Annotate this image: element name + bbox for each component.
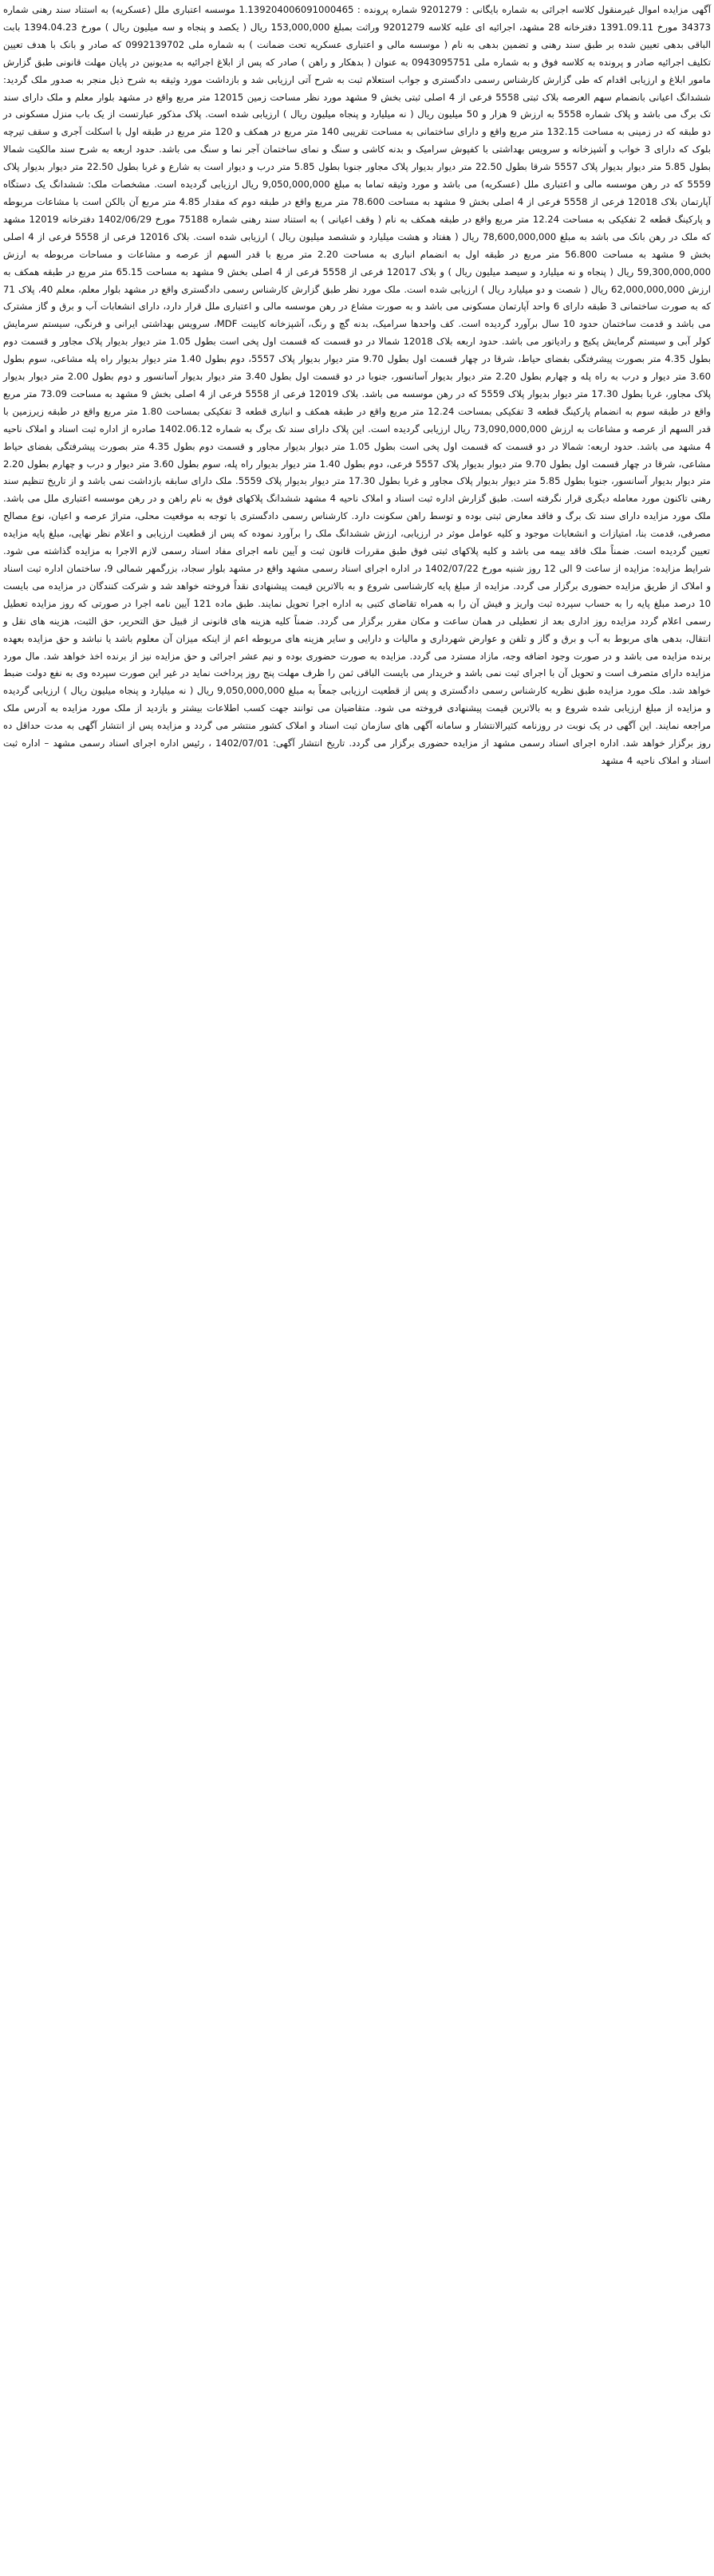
notice-paragraph: مشخصات ملک: ششدانگ یک دستگاه آپارتمان بلاک 12018 فرعی از 5558 فرعی از 4 اصلی بخش 9 مشهد به مساحت 78.600 متر مربع واقع در طبقه دوم که مقدار 4.85 متر مربع آن بالکن است با مشاعات مربوطه و پارکینگ قطعه 2 تفکیکی به مساحت 12.24 متر مربع واقع در طبقه همکف به نام ( وقف اعیانی ) به استناد سند رهنی شماره 75188 مورخ 1402/06/29 دفترخانه 12019 مشهد که ملک در رهن بانک می باشد به مبلغ 78,600,000,000 ریال ( هفتاد و هشت میلیارد و ششصد میلیون ریال ) ارزیابی شده است. بلاک 12016 فرعی از 5558 فرعی از 4 اصلی بخش 9 مشهد به مساحت 56.800 متر مربع در طبقه اول به انضمام انباری به مساحت 2.20 متر مربع با قدر السهم از عرصه و مشاعات و مساحات مربوطه به ارزش 59,300,000,000 ریال ( پنجاه و نه میلیارد و سیصد میلیون ریال ) و بلاک 12017 فرعی از 5558 فرعی از 4 اصلی بخش 9 مشهد به مساحت 65.15 متر مربع در طبقه همکف به ارزش 62,000,000,000 ریال ( شصت و دو میلیارد ریال ) ارزیابی شده است. (3, 179, 712, 295)
notice-paragraph: پلاک مذکور عبارتست از یک باب منزل مسکونی در دو طبقه که در زمینی به مساحت 132.15 متر مربع واقع و دارای ساختمانی به مساحت تقریبی 140 متر مربع در همکف و 120 متر مربع در طبقه اول با اسکلت آجری و سقف تیرچه بلوک که دارای 3 خواب و آشپزخانه و سرویس بهداشتی با کفپوش سرامیک و بدنه کاشی و سنگ و نمای ساختمان آجر نما و سنگ می باشد. حدود اربعه به شرح سند مالکیت شمالا بطول 5.85 متر دیوار بدیوار پلاک 5557 شرقا بطول 22.50 متر دیوار بدیوار پلاک مجاور جنوبا بطول 5.85 متر درب و دیوار است به شارع و غربا بطول 22.50 متر دیوار بدیوار پلاک 5559 که در رهن موسسه مالی و اعتباری ملل (عسکریه) می باشد و مورد وثیقه تماما به مبلغ 9,050,000,000 ریال ارزیابی گردیده است. (3, 108, 711, 191)
notice-body-text (3, 2, 711, 770)
notice-title: آگهی مزایده اموال غیرمنقول کلاسه اجرائی به شماره بایگانی : 9201279 (416, 4, 712, 15)
notice-footer: تاریخ انتشار آگهی: 1402/07/01 ، رئیس اداره اجرای اسناد رسمی مشهد – اداره ثبت اسناد و املاک ناحیه 4 مشهد (3, 737, 711, 766)
notice-paragraph: بلاک 12019 فرعی از 5558 فرعی از 4 اصلی بخش 9 مشهد به مساحت 73.09 متر مربع واقع در طبقه سوم به انضمام پارکینگ قطعه 3 تفکیکی بمساحت 12.24 متر مربع واقع در طبقه همکف و انباری قطعه 3 تفکیکی بمساحت 1.80 متر مربع واقع در طبقه زیرزمین با قدر السهم از عرصه و مشاعات به ارزش 73,090,000,000 ریال ارزیابی گردیده است. این پلاک دارای سند تک برگ به شماره 1402.06.12 صادره از اداره ثبت اسناد و املاک ناحیه 4 مشهد می باشد. حدود اربعه: شمالا در دو قسمت که قسمت اول پخی است بطول 1.05 متر دیوار بدیوار مجاور و قسمت دوم بطول 4.35 متر بصورت پیشرفتگی بفضای حیاط مشاعی، شرقا در چهار قسمت اول بطول 9.70 متر دیوار بدیوار پلاک 5557 فرعی، دوم بطول 1.40 متر دیوار بدیوار راه پله، سوم بطول 3.60 متر دیوار و درب و چهارم بطول 2.20 متر دیوار بدیوار آسانسور، جنوبا بطول 5.85 متر دیوار بدیوار پلاک مجاور و غربا بطول 17.30 متر دیوار بدیوار پلاک 5559. ملک دارای سابقه بازداشت نمی باشد و از تاریخ تنظیم سند رهنی تاکنون مورد معامله دیگری قرار نگرفته است. (3, 387, 712, 505)
notice-paragraph: ملک مورد نظر طبق گزارش کارشناس رسمی دادگستری واقع در مشهد بلوار معلم، معلم 40، پلاک 71 که به صورت ساختمانی 3 طبقه دارای 6 واحد آپارتمان مسکونی می باشد و به صورت مشاع در رهن موسسه مالی و اعتباری ملل قرار دارد، دارای انشعابات آب و برق و گاز مشترک می باشد و قدمت ساختمان حدود 10 سال برآورد گردیده است. کف واحدها سرامیک، بدنه گچ و رنگ، آشپزخانه کابینت MDF، سرویس بهداشتی ایرانی و فرنگی، سیستم سرمایش کولر آبی و سیستم گرمایش پکیج و رادیاتور می باشد. حدود اربعه بلاک 12018 شمالا در دو قسمت که قسمت اول پخی است بطول 1.05 متر دیوار بدیوار پلاک مجاور و قسمت دوم بطول 4.35 متر بصورت پیشرفتگی بفضای حیاط، شرقا در چهار قسمت اول بطول 9.70 متر دیوار بدیوار پلاک 5557، دوم بطول 1.40 متر دیوار بدیوار راه پله مشاعی، سوم بطول 3.60 متر دیوار و درب به راه پله و چهارم بطول 2.20 متر دیوار بدیوار آسانسور، جنوبا در دو قسمت اول بطول 3.40 متر دیوار بدیوار آسانسور و دوم بطول 2.00 متر دیوار بدیوار پلاک مجاور، غربا بطول 17.30 متر دیوار بدیوار پلاک 5559 که در رهن موسسه می باشد. (3, 283, 712, 399)
notice-paragraph: طبق گزارش اداره ثبت اسناد و املاک ناحیه 4 مشهد ششدانگ پلاکهای فوق به نام راهن و در رهن موسسه اعتباری ملل می باشد. ملک مورد مزایده دارای سند تک برگ و فاقد معارض ثبتی بوده و توسط راهن سکونت دارد. کارشناس رسمی دادگستری با توجه به موقعیت محلی، متراژ عرصه و اعیان، نوع مصالح مصرفی، قدمت بنا، امتیازات و انشعابات موجود و کلیه عوامل موثر در ارزیابی، ارزش ششدانگ ملک را برآورد نموده که پس از قطعیت ارزیابی و اعلام نظر نهایی، مبلغ پایه مزایده تعیین گردیده است. ضمناً ملک فاقد بیمه می باشد و کلیه پلاکهای ثبتی فوق طبق مقررات قانون ثبت و آیین نامه اجرای مفاد اسناد رسمی لازم الاجرا به مزایده گذاشته می شود. (3, 493, 711, 557)
notice-paragraph: شرایط مزایده: مزایده از ساعت 9 الی 12 روز شنبه مورخ 1402/07/22 در اداره اجرای اسناد رسمی مشهد واقع در مشهد بلوار سجاد، بزرگمهر شمالی 9، ساختمان اداره ثبت اسناد و املاک از طریق مزایده حضوری برگزار می گردد. مزایده از مبلغ پایه کارشناسی شروع و به بالاترین قیمت پیشنهادی نقداً فروخته خواهد شد و شرکت کنندگان در مزایده می بایست 10 درصد مبلغ پایه را به حساب سپرده ثبت واریز و فیش آن را به همراه تقاضای کتبی به اداره اجرا تحویل نمایند. طبق ماده 121 آیین نامه اجرا در صورتی که روز مزایده تعطیل رسمی اعلام گردد مزایده روز اداری بعد از تعطیلی در همان ساعت و مکان مقرر برگزار می گردد. (3, 563, 712, 627)
notice-paragraph: شماره پرونده : 1.139204006091000465 موسسه اعتباری ملل (عسکریه) به استناد سند رهنی شماره 34373 مورخ 1391.09.11 دفترخانه 28 مشهد، اجرائیه ای علیه کلاسه 9201279 وراثت بمبلغ 153,000,000 ریال ( یکصد و پنجاه و سه میلیون ریال ) مورخ 1394.04.23 بابت الباقی بدهی تعیین شده بر طبق سند رهنی و تضمین بدهی به نام ( موسسه مالی و اعتباری عسکریه تحت ضمانت ) به شماره ملی 0992139702 که صادر و بانک با هدف تعیین تکلیف اجرائیه صادر و پرونده به کلاسه فوق و به شماره ملی 0943095751 به عنوان ( بدهکار و راهن ) صادر که پس از ابلاغ اجرائیه به مدیونین در پایان مهلت قانونی طبق گزارش مامور ابلاغ و ارزیابی اقدام که طی گزارش کارشناس رسمی دادگستری و جواب استعلام ثبت به شرح آتی ارزیابی شد و بازداشت مورد وثیقه به شرح ذیل منجر به صدور ملک گردید: ششدانگ اعیانی بانضمام سهم العرصه بلاک ثبتی 5558 فرعی از 4 اصلی ثبتی بخش 9 مشهد مورد نظر مساحت زمین 12015 متر مربع واقع در مشهد بلوار معلم و ملک دارای سند تک برگ می باشد و پلاک شماره 5558 به ارزش 9 هزار و 50 میلیون ریال ( نه میلیارد و پنجاه میلیون ریال ) ارزیابی شده است. (3, 4, 712, 120)
notice-paragraph: ضمناً کلیه هزینه های قانونی از قبیل حق التحریر، حق الثبت، هزینه های نقل و انتقال، بدهی های مربوط به آب و برق و گاز و تلفن و عوارض شهرداری و مالیات و دارایی و سایر هزینه های مربوطه اعم از اینکه میزان آن معلوم باشد یا نباشد و حق مزایده بعهده برنده مزایده می باشد و در صورت وجود اضافه وجه، مازاد مسترد می گردد. مزایده به صورت حضوری بوده و نیم عشر اجرائی و حق مزایده نیز از برنده اخذ خواهد شد. مال مورد مزایده دارای متصرف است و تحویل آن با اجرای ثبت نمی باشد و خریدار می بایست الباقی ثمن را ظرف مهلت پنج روز پرداخت نماید در غیر این صورت سپرده وی به نفع دولت ضبط خواهد شد. (3, 615, 711, 697)
notice-paragraph: ملک مورد مزایده طبق نظریه کارشناس رسمی دادگستری و پس از قطعیت ارزیابی جمعاً به مبلغ 9,050,000,000 ریال ( نه میلیارد و پنجاه میلیون ریال ) ارزیابی گردیده و مزایده از مبلغ ارزیابی شده شروع و به بالاترین قیمت پیشنهادی فروخته می شود. متقاضیان می توانند جهت کسب اطلاعات بیشتر و بازدید از ملک مورد مزایده به آدرس ملک مراجعه نمایند. این آگهی در یک نوبت در روزنامه کثیرالانتشار و سامانه آگهی های سازمان ثبت اسناد و املاک کشور منتشر می گردد و مزایده پس از انتشار آگهی به مدت حداقل ده روز برگزار خواهد شد. اداره اجرای اسناد رسمی مشهد از مزایده حضوری برگزار می گردد. (3, 685, 711, 749)
